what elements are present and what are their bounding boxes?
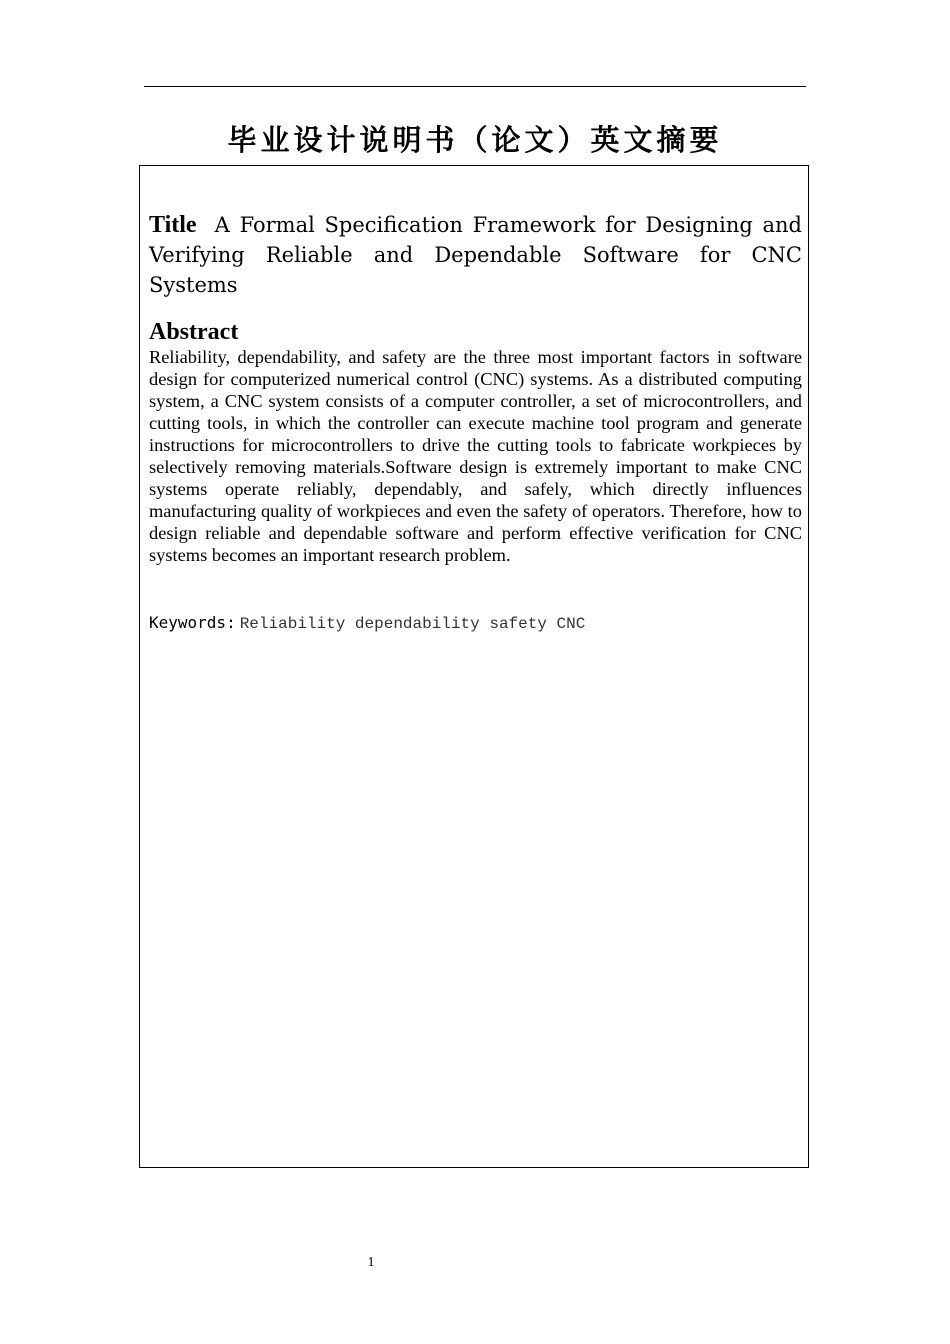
abstract-frame	[139, 165, 809, 1168]
keywords-value: Reliability dependability safety CNC	[239, 615, 586, 633]
page-number: 1	[367, 1255, 375, 1270]
title-label: Title	[149, 212, 197, 238]
header-rule	[144, 86, 806, 87]
abstract-heading: Abstract	[149, 319, 239, 345]
document-heading: 毕业设计说明书（论文）英文摘要	[227, 123, 723, 157]
title-block	[149, 210, 802, 300]
thesis-title: A Formal Specification Framework for Designing and Verifying Reliable and Dependable Software for CNC Systems	[149, 213, 802, 297]
keywords-line	[149, 612, 802, 635]
abstract-body: Reliability, dependability, and safety are the three most important factors in software design for computerized numerical control (CNC) systems. As a distributed computing system, a CNC system consists of a computer controller, a set of microcontrollers, and cutting tools, in which the controller can execute machine tool program and generate instructions for microcontrollers to drive the cutting tools to fabricate workpieces by selectively removing materials.Software design is extremely important to make CNC systems operate reliably, dependably, and safely, which directly influences manufacturing quality of workpieces and even the safety of operators. Therefore, how to design reliable and dependable software and perform effective verification for CNC systems becomes an important research problem.	[149, 347, 802, 565]
keywords-label: Keywords:	[149, 613, 236, 632]
